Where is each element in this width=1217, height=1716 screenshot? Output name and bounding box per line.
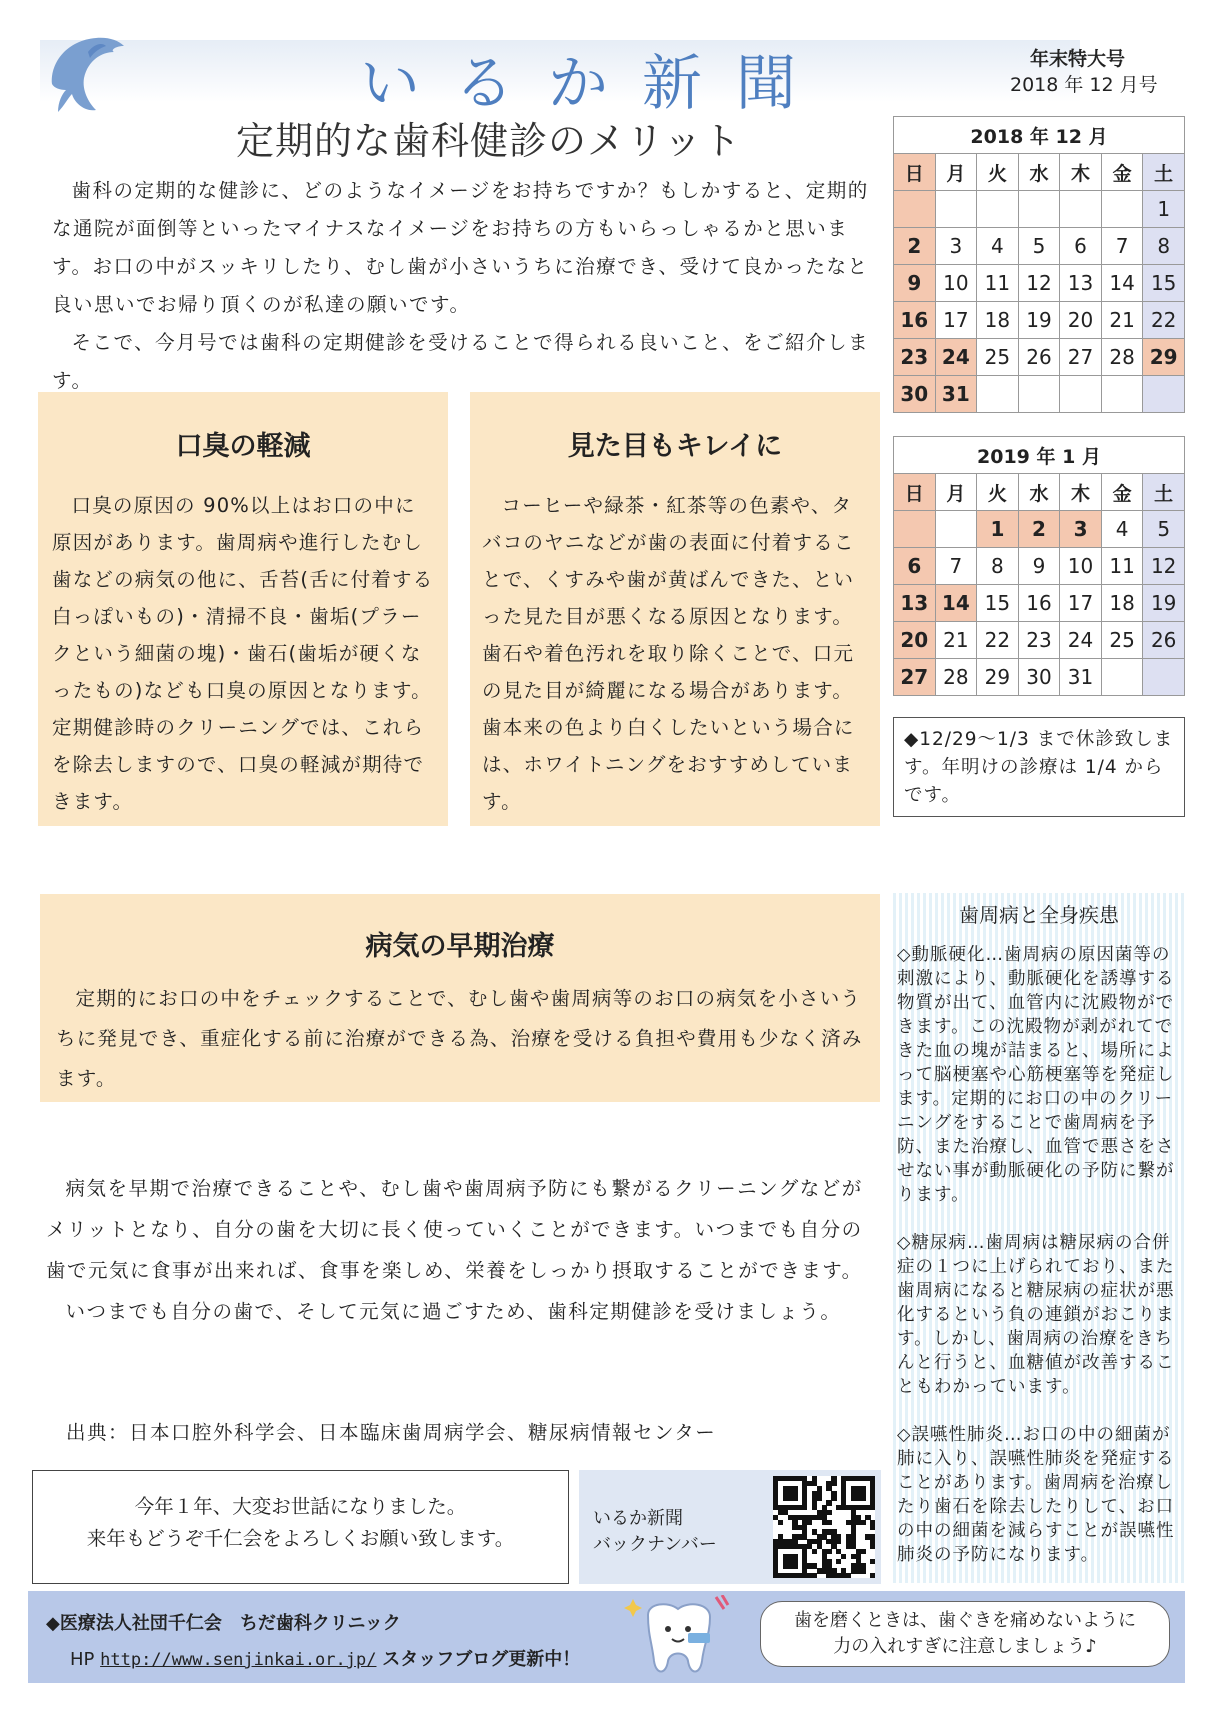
calendar-day: 27 bbox=[894, 659, 936, 696]
calendar-day: 22 bbox=[977, 622, 1019, 659]
box-bad-breath bbox=[38, 392, 448, 826]
calendar-day bbox=[1101, 376, 1143, 413]
headline: 定期的な歯科健診のメリット bbox=[236, 119, 742, 163]
closure-notice: ◆12/29～1/3 まで休診致します。年明けの診療は 1/4 からです。 bbox=[893, 717, 1185, 817]
dolphin-logo bbox=[44, 32, 134, 116]
calendar-day: 31 bbox=[935, 376, 977, 413]
weekday-header: 金 bbox=[1101, 474, 1143, 511]
calendar-day: 14 bbox=[1101, 265, 1143, 302]
calendar-day: 15 bbox=[1143, 265, 1185, 302]
calendar-day bbox=[1101, 659, 1143, 696]
calendar-day: 14 bbox=[935, 585, 977, 622]
calendar-day bbox=[1060, 376, 1102, 413]
calendar-dec-2018 bbox=[893, 116, 1185, 413]
calendar-day: 5 bbox=[1143, 511, 1185, 548]
weekday-header: 土 bbox=[1143, 474, 1185, 511]
calendar-day: 11 bbox=[977, 265, 1019, 302]
calendar-day: 8 bbox=[1143, 228, 1185, 265]
calendar-day: 22 bbox=[1143, 302, 1185, 339]
sidebar-periodontal bbox=[893, 893, 1185, 1583]
calendar-day bbox=[1143, 376, 1185, 413]
calendar-day: 25 bbox=[977, 339, 1019, 376]
calendar-day: 21 bbox=[935, 622, 977, 659]
body-text bbox=[46, 1168, 872, 1332]
box-appearance-title: 見た目もキレイに bbox=[567, 431, 783, 462]
calendar-day: 8 bbox=[977, 548, 1019, 585]
footer bbox=[28, 1591, 1185, 1683]
masthead-title: いるか新聞 bbox=[360, 49, 830, 119]
calendar-day: 10 bbox=[1060, 548, 1102, 585]
calendar-day: 2 bbox=[1018, 511, 1060, 548]
calendar-day: 29 bbox=[1143, 339, 1185, 376]
calendar-day: 12 bbox=[1018, 265, 1060, 302]
box-appearance bbox=[470, 392, 880, 826]
body-paragraph-2: いつまでも自分の歯で、そして元気に過ごすため、歯科定期健診を受けましょう。 bbox=[65, 1300, 842, 1323]
calendar-day: 25 bbox=[1101, 622, 1143, 659]
calendar-day: 30 bbox=[894, 376, 936, 413]
calendar-day bbox=[1018, 191, 1060, 228]
weekday-header: 水 bbox=[1018, 474, 1060, 511]
calendar-day bbox=[1143, 659, 1185, 696]
weekday-header: 火 bbox=[977, 474, 1019, 511]
calendar-day: 20 bbox=[1060, 302, 1102, 339]
issue-date: 2018 年 12 月号 bbox=[1010, 74, 1158, 96]
calendar-dec-title: 2018 年 12 月 bbox=[894, 117, 1185, 154]
weekday-header: 木 bbox=[1060, 474, 1102, 511]
calendar-day: 26 bbox=[1143, 622, 1185, 659]
calendar-day bbox=[894, 191, 936, 228]
calendar-day bbox=[1101, 191, 1143, 228]
weekday-header: 土 bbox=[1143, 154, 1185, 191]
calendar-day bbox=[977, 191, 1019, 228]
body-paragraph-1: 病気を早期で治療できることや、むし歯や歯周病予防にも繋がるクリーニングなどがメリットとなり、自分の歯を大切に長く使っていくことができます。いつまでも自分の歯で元気に食事が出来れば、食事を楽しめ、栄養をしっかり摂取することができます。 bbox=[46, 1177, 863, 1282]
calendar-day: 18 bbox=[1101, 585, 1143, 622]
calendar-day bbox=[935, 191, 977, 228]
calendar-day: 2 bbox=[894, 228, 936, 265]
backnumber-label bbox=[593, 1506, 717, 1558]
calendar-day: 7 bbox=[1101, 228, 1143, 265]
speech-bubble: 歯を磨くときは、歯ぐきを痛めないように力の入れすぎに注意しましょう♪ bbox=[760, 1601, 1170, 1667]
calendar-jan-2019 bbox=[893, 436, 1185, 696]
box-bad-breath-text: 口臭の原因の 90%以上はお口の中に原因があります。歯周病や進行したむし歯などの病気の他に、舌苔(舌に付着する白っぽいもの)・清掃不良・歯垢(プラークという細菌の塊)・歯石(歯垢が硬くなったもの)なども口臭の原因となります。定期健診時のクリーニングでは、これらを除去しますので、口臭の軽減が期待できます。 bbox=[52, 494, 434, 813]
calendar-day: 6 bbox=[894, 548, 936, 585]
calendar-day: 23 bbox=[1018, 622, 1060, 659]
sidebar-paragraph-3: ◇誤嚥性肺炎…お口の中の細菌が肺に入り、誤嚥性肺炎を発症することがあります。歯周病を治療したり歯石を除去したりして、お口の中の細菌を減らすことが誤嚥性肺炎の予防になります。 bbox=[897, 1425, 1175, 1565]
sidebar-title: 歯周病と全身疾患 bbox=[959, 903, 1119, 927]
calendar-day: 7 bbox=[935, 548, 977, 585]
calendar-day: 24 bbox=[935, 339, 977, 376]
weekday-header: 木 bbox=[1060, 154, 1102, 191]
box-bad-breath-title: 口臭の軽減 bbox=[175, 431, 311, 462]
intro-paragraph-2: そこで、今月号では歯科の定期健診を受けることで得られる良いこと、をご紹介します。 bbox=[52, 331, 870, 392]
calendar-day: 19 bbox=[1143, 585, 1185, 622]
calendar-day: 19 bbox=[1018, 302, 1060, 339]
calendar-day: 4 bbox=[977, 228, 1019, 265]
backnumber-line-2: バックナンバー bbox=[593, 1534, 717, 1555]
weekday-header: 火 bbox=[977, 154, 1019, 191]
thanks-line-2: 来年もどうぞ千仁会をよろしくお願い致します。 bbox=[86, 1527, 515, 1550]
calendar-day: 1 bbox=[1143, 191, 1185, 228]
box-early-treatment-text: 定期的にお口の中をチェックすることで、むし歯や歯周病等のお口の病気を小さいうちに発見でき、重症化する前に治療ができる為、治療を受ける負担や費用も少なく済みます。 bbox=[56, 987, 863, 1090]
backnumber-line-1: いるか新聞 bbox=[593, 1508, 683, 1529]
calendar-day: 12 bbox=[1143, 548, 1185, 585]
calendar-day: 30 bbox=[1018, 659, 1060, 696]
footer-web-row bbox=[70, 1645, 580, 1671]
weekday-header: 月 bbox=[935, 474, 977, 511]
weekday-header: 水 bbox=[1018, 154, 1060, 191]
calendar-day: 21 bbox=[1101, 302, 1143, 339]
box-appearance-text: コーヒーや緑茶・紅茶等の色素や、タバコのヤニなどが歯の表面に付着することで、くすみや歯が黄ばんできた、といった見た目が悪くなる原因となります。歯石や着色汚れを取り除くことで、口元の見た目が綺麗になる場合があります。歯本来の色より白くしたいという場合には、ホワイトニングをおすすめしています。 bbox=[482, 494, 855, 813]
calendar-day: 5 bbox=[1018, 228, 1060, 265]
calendar-day: 17 bbox=[1060, 585, 1102, 622]
calendar-day: 6 bbox=[1060, 228, 1102, 265]
calendar-day: 3 bbox=[1060, 511, 1102, 548]
calendar-day: 29 bbox=[977, 659, 1019, 696]
calendar-day: 15 bbox=[977, 585, 1019, 622]
tooth-mascot-icon bbox=[618, 1595, 738, 1681]
clinic-name: ◆医療法人社団千仁会 ちだ歯科クリニック bbox=[46, 1613, 401, 1634]
calendar-day: 1 bbox=[977, 511, 1019, 548]
weekday-header: 月 bbox=[935, 154, 977, 191]
box-early-treatment bbox=[40, 894, 880, 1102]
calendar-day: 28 bbox=[935, 659, 977, 696]
calendar-day: 9 bbox=[894, 265, 936, 302]
backnumber-panel[interactable] bbox=[579, 1470, 881, 1584]
calendar-day: 31 bbox=[1060, 659, 1102, 696]
qr-code-icon[interactable] bbox=[773, 1476, 875, 1578]
calendar-day: 16 bbox=[894, 302, 936, 339]
calendar-day: 3 bbox=[935, 228, 977, 265]
sidebar-paragraph-1: ◇動脈硬化…歯周病の原因菌等の刺激により、動脈硬化を誘導する物質が出て、血管内に沈殿物ができます。この沈殿物が剥がれてできた血の塊が詰まると、場所によって脳梗塞や心筋梗塞等を発症します。定期的にお口の中のクリーニングをすることで歯周病を予防、また治療し、血管で悪さをさせない事が動脈硬化の予防に繋がります。 bbox=[897, 945, 1175, 1205]
issue-label: 年末特大号 bbox=[1030, 48, 1126, 70]
calendar-day: 27 bbox=[1060, 339, 1102, 376]
intro-paragraph-1: 歯科の定期的な健診に、どのようなイメージをお持ちですか？もしかすると、定期的な通院が面倒等といったマイナスなイメージをお持ちの方もいらっしゃるかと思います。お口の中がスッキリしたり、むし歯が小さいうちに治療でき、受けて良かったなと良い思いでお帰り頂くのが私達の願いです。 bbox=[52, 179, 869, 316]
calendar-day: 4 bbox=[1101, 511, 1143, 548]
box-early-treatment-title: 病気の早期治療 bbox=[365, 931, 555, 962]
calendar-day: 20 bbox=[894, 622, 936, 659]
hp-label: HP bbox=[70, 1649, 95, 1670]
calendar-day: 10 bbox=[935, 265, 977, 302]
source-credit: 出典：日本口腔外科学会、日本臨床歯周病学会、糖尿病情報センター bbox=[66, 1421, 717, 1444]
sidebar-paragraph-2: ◇糖尿病…歯周病は糖尿病の合併症の１つに上げられており、また歯周病になると糖尿病の症状が悪化するという負の連鎖がおこります。しかし、歯周病の治療をきちんと行うと、血糖値が改善することもわかっています。 bbox=[897, 1233, 1175, 1397]
calendar-day: 13 bbox=[894, 585, 936, 622]
calendar-day bbox=[894, 511, 936, 548]
intro bbox=[52, 172, 872, 400]
calendar-day: 23 bbox=[894, 339, 936, 376]
calendar-day: 16 bbox=[1018, 585, 1060, 622]
calendar-day: 24 bbox=[1060, 622, 1102, 659]
calendar-day: 18 bbox=[977, 302, 1019, 339]
calendar-day bbox=[1018, 376, 1060, 413]
calendar-day: 11 bbox=[1101, 548, 1143, 585]
calendar-day: 13 bbox=[1060, 265, 1102, 302]
thanks-line-1: 今年１年、大変お世話になりました。 bbox=[134, 1495, 467, 1518]
blog-note: スタッフブログ更新中！ bbox=[382, 1649, 581, 1670]
calendar-day bbox=[1060, 191, 1102, 228]
calendar-jan-title: 2019 年 1 月 bbox=[894, 437, 1185, 474]
calendar-day bbox=[935, 511, 977, 548]
calendar-day bbox=[977, 376, 1019, 413]
calendar-day: 9 bbox=[1018, 548, 1060, 585]
weekday-header: 日 bbox=[894, 474, 936, 511]
calendar-day: 28 bbox=[1101, 339, 1143, 376]
weekday-header: 日 bbox=[894, 154, 936, 191]
thanks-box bbox=[32, 1470, 569, 1584]
homepage-link[interactable]: http://www.senjinkai.or.jp/ bbox=[100, 1650, 377, 1670]
weekday-header: 金 bbox=[1101, 154, 1143, 191]
calendar-day: 17 bbox=[935, 302, 977, 339]
calendar-day: 26 bbox=[1018, 339, 1060, 376]
